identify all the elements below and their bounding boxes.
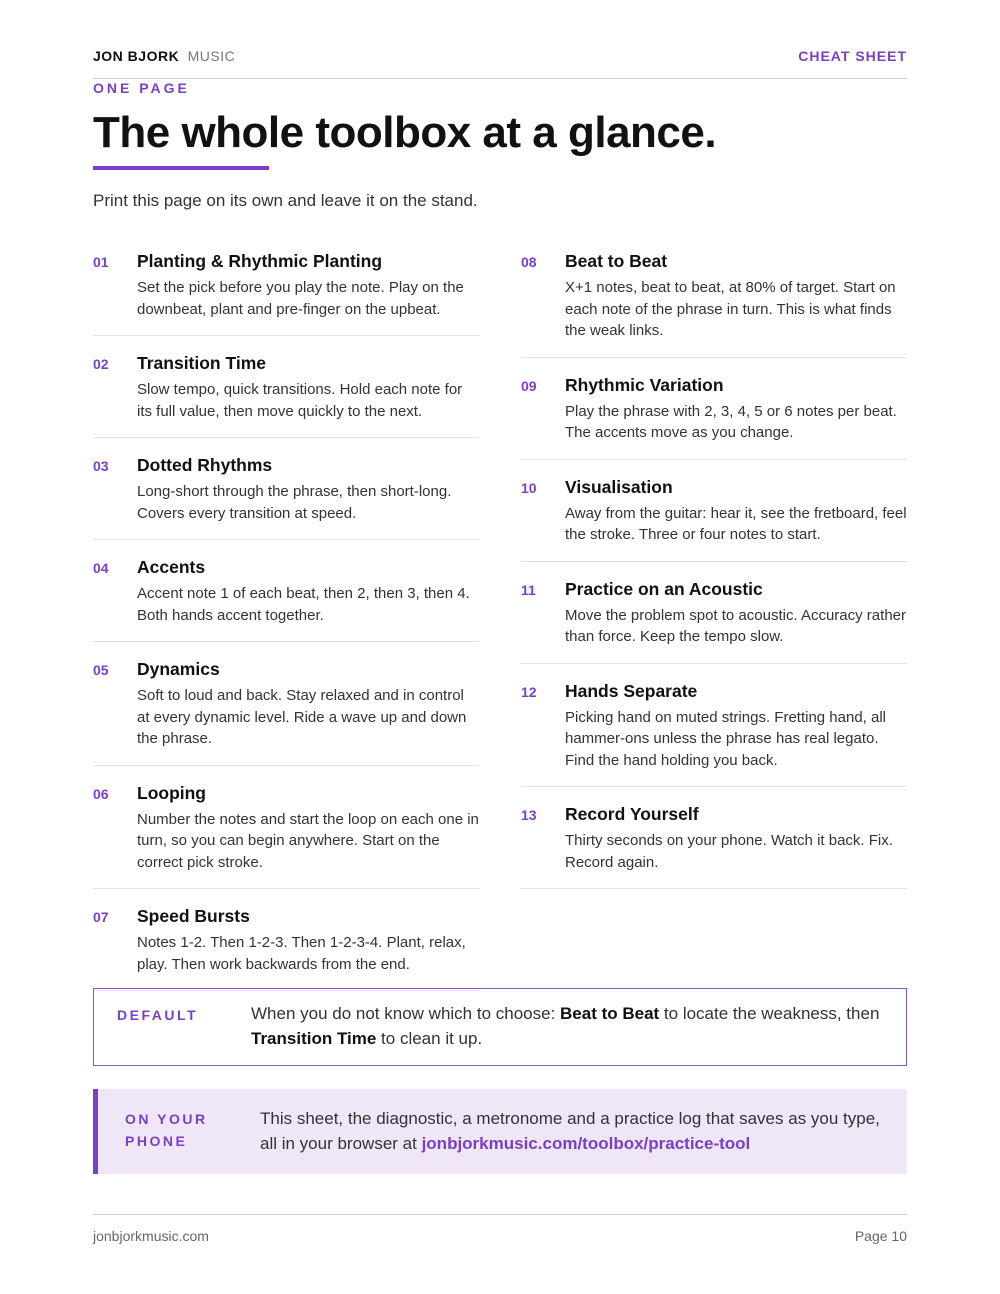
technique-description: Accent note 1 of each beat, then 2, then 3, then 4. Both hands accent together.	[137, 585, 470, 624]
technique-title: Planting & Rhythmic Planting	[137, 251, 383, 271]
technique-title: Practice on an Acoustic	[565, 578, 763, 599]
technique-number: 08	[521, 254, 537, 270]
page-number: Page 10	[854, 1228, 907, 1244]
page-title: The whole toolbox at a glance.	[93, 108, 717, 157]
technique-item	[521, 250, 907, 358]
default-callout	[93, 988, 907, 1066]
technique-title: Dynamics	[137, 659, 220, 679]
technique-number: 07	[93, 909, 109, 925]
technique-item	[521, 476, 907, 562]
technique-title: Beat to Beat	[565, 251, 668, 271]
technique-number: 05	[93, 662, 109, 678]
technique-number: 13	[521, 807, 537, 823]
document-type-label: CHEAT SHEET	[798, 48, 907, 64]
technique-title: Record Yourself	[565, 804, 699, 824]
brand-suffix: MUSIC	[187, 48, 236, 64]
callout-technique-transition-time: Transition Time	[251, 1029, 377, 1048]
technique-description: Set the pick before you play the note. Play on the downbeat, plant and pre-finger on the upbeat.	[137, 279, 464, 318]
default-callout-text	[251, 1001, 891, 1051]
technique-description: X+1 notes, beat to beat, at 80% of target. Start on each note of the phrase in turn. This is what finds the weak links.	[565, 279, 896, 339]
technique-description: Play the phrase with 2, 3, 4, 5 or 6 notes per beat. The accents move as you change.	[565, 402, 897, 441]
technique-title: Hands Separate	[565, 680, 698, 701]
technique-title: Rhythmic Variation	[565, 374, 724, 395]
callout-text-part: to clean it up.	[376, 1029, 483, 1048]
footer-divider	[93, 1214, 907, 1215]
phone-callout-label: ON YOUR PHONE	[125, 1111, 208, 1149]
section-eyebrow: ONE PAGE	[93, 80, 190, 96]
technique-number: 10	[521, 479, 537, 496]
technique-number: 11	[521, 581, 536, 598]
brand-name: JON BJORK	[93, 48, 180, 64]
technique-number: 12	[521, 683, 537, 700]
technique-item	[93, 556, 479, 642]
technique-item	[93, 782, 479, 890]
phone-callout-body: This sheet, the diagnostic, a metronome and a practice log that saves as you type, all in your browser at	[260, 1109, 880, 1153]
callout-technique-beat-to-beat: Beat to Beat	[560, 1004, 660, 1023]
technique-item	[521, 374, 907, 460]
page-header	[93, 48, 907, 66]
technique-description: Number the notes and start the loop on each one in turn, so you can begin anywhere. Start on the correct pick stroke.	[137, 810, 479, 871]
technique-title: Accents	[137, 557, 206, 577]
technique-description: Soft to loud and back. Stay relaxed and in control at every dynamic level. Ride a wave up and down the phrase.	[137, 687, 467, 747]
technique-description: Slow tempo, quick transitions. Hold each note for its full value, then move quickly to the next.	[137, 381, 463, 420]
technique-number: 03	[93, 458, 109, 474]
technique-item	[93, 905, 479, 991]
title-underline	[93, 166, 269, 170]
technique-description: Move the problem spot to acoustic. Accuracy rather than force. Keep the tempo slow.	[565, 606, 906, 645]
technique-description: Notes 1-2. Then 1-2-3. Then 1-2-3-4. Plant, relax, play. Then work backwards from the end.	[137, 934, 466, 973]
phone-callout-accent-bar	[93, 1089, 98, 1174]
technique-number: 06	[93, 785, 109, 802]
technique-item	[521, 680, 907, 788]
technique-title: Visualisation	[565, 476, 673, 497]
practice-tool-link[interactable]: jonbjorkmusic.com/toolbox/practice-tool	[421, 1134, 751, 1153]
technique-item	[521, 803, 907, 889]
cheat-sheet-page	[93, 0, 907, 1294]
phone-callout-text	[260, 1106, 890, 1156]
technique-description: Thirty seconds on your phone. Watch it back. Fix. Record again.	[565, 832, 893, 871]
callout-text-part: to locate the weakness, then	[659, 1004, 880, 1023]
technique-number: 04	[93, 560, 109, 576]
default-callout-label: DEFAULT	[117, 1007, 199, 1023]
technique-item	[93, 454, 479, 540]
footer-site: jonbjorkmusic.com	[93, 1228, 209, 1244]
technique-title: Dotted Rhythms	[137, 455, 273, 475]
technique-number: 09	[521, 377, 537, 394]
technique-description: Long-short through the phrase, then short-long. Covers every transition at speed.	[137, 483, 452, 522]
technique-title: Looping	[137, 782, 207, 803]
technique-list-right	[521, 250, 907, 905]
technique-item	[93, 352, 479, 438]
technique-item	[93, 658, 479, 766]
header-divider	[93, 78, 907, 79]
technique-title: Speed Bursts	[137, 906, 250, 926]
technique-list-left	[93, 250, 479, 1007]
technique-number: 01	[93, 254, 109, 270]
callout-text-part: When you do not know which to choose:	[251, 1004, 561, 1023]
technique-number: 02	[93, 356, 109, 372]
technique-title: Transition Time	[137, 353, 267, 373]
technique-description: Away from the guitar: hear it, see the fretboard, feel the stroke. Three or four notes to start.	[565, 504, 907, 543]
phone-callout	[93, 1089, 907, 1174]
intro-text: Print this page on its own and leave it on the stand.	[93, 191, 478, 210]
technique-item	[93, 250, 479, 336]
technique-description: Picking hand on muted strings. Fretting hand, all hammer-ons unless the phrase has real legato. Find the hand holding you back.	[565, 708, 887, 769]
technique-item	[521, 578, 907, 664]
